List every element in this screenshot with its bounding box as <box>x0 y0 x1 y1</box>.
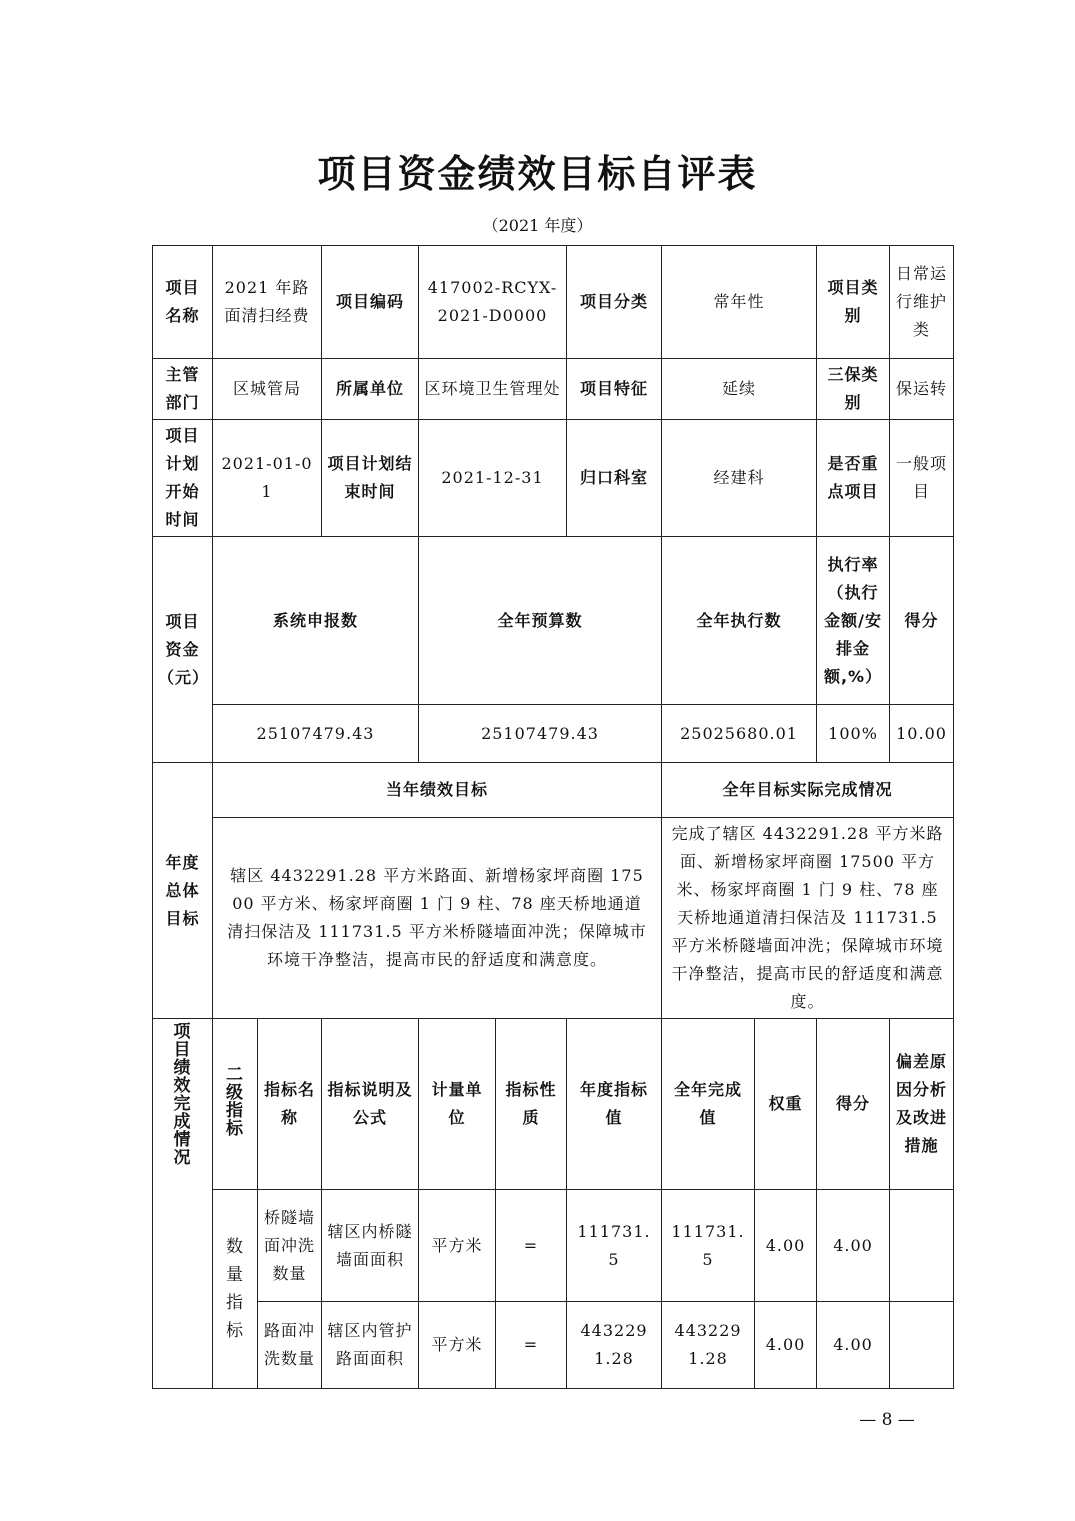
page-number: — 8 — <box>859 1410 915 1430</box>
indicator-annual: 4432291.28 <box>567 1302 662 1389</box>
start-time-label: 项目计划开始时间 <box>153 420 213 537</box>
document-year: （2021 年度） <box>482 216 593 235</box>
end-time-label: 项目计划结束时间 <box>322 420 419 537</box>
executed-value: 25025680.01 <box>662 705 817 763</box>
unit-header: 计量单位 <box>419 1019 496 1190</box>
funds-label: 项目资金（元） <box>153 537 213 763</box>
deviation-header: 偏差原因分析及改进措施 <box>890 1019 954 1190</box>
declared-value: 25107479.43 <box>213 705 419 763</box>
annual-goal-label: 年度总体目标 <box>153 763 213 1019</box>
desc-header: 指标说明及公式 <box>322 1019 419 1190</box>
indicator-name: 桥隧墙面冲洗数量 <box>258 1190 322 1302</box>
table-row <box>153 1190 954 1302</box>
project-class-label: 项目分类 <box>567 246 662 359</box>
self-evaluation-table <box>152 245 954 1389</box>
project-class-value: 常年性 <box>662 246 817 359</box>
start-time-value: 2021-01-01 <box>213 420 322 537</box>
indicator-desc: 辖区内管护路面面积 <box>322 1302 419 1389</box>
dept-value: 区城管局 <box>213 359 322 420</box>
complete-header: 全年完成值 <box>662 1019 755 1190</box>
office-label: 归口科室 <box>567 420 662 537</box>
feature-label: 项目特征 <box>567 359 662 420</box>
indicator-deviation <box>890 1302 954 1389</box>
funds-score-label: 得分 <box>890 537 954 705</box>
executed-label: 全年执行数 <box>662 537 817 705</box>
indicator-name: 路面冲洗数量 <box>258 1302 322 1389</box>
exec-rate-value: 100% <box>817 705 890 763</box>
performance-label-text: 项目绩效完成情况 <box>173 1022 192 1168</box>
nature-header: 指标性质 <box>496 1019 567 1190</box>
weight-header: 权重 <box>755 1019 817 1190</box>
end-time-value: 2021-12-31 <box>419 420 567 537</box>
dept-label: 主管部门 <box>153 359 213 420</box>
feature-value: 延续 <box>662 359 817 420</box>
project-name-value: 2021 年路面清扫经费 <box>213 246 322 359</box>
target-label: 当年绩效目标 <box>213 763 662 818</box>
indicator-desc: 辖区内桥隧墙面面积 <box>322 1190 419 1302</box>
budget-value: 25107479.43 <box>419 705 662 763</box>
budget-label: 全年预算数 <box>419 537 662 705</box>
key-project-label: 是否重点项目 <box>817 420 890 537</box>
office-value: 经建科 <box>662 420 817 537</box>
funds-score-value: 10.00 <box>890 705 954 763</box>
actual-label: 全年目标实际完成情况 <box>662 763 954 818</box>
sanbao-label: 三保类别 <box>817 359 890 420</box>
indicator-complete: 4432291.28 <box>662 1302 755 1389</box>
target-text: 辖区 4432291.28 平方米路面、新增杨家坪商圈 17500 平方米、杨家坪商圈 1 门 9 柱、78 座天桥地通道清扫保洁及 111731.5 平方米桥隧墙面冲洗；保障城市环境干净整洁，提高市民的舒适度和满意度。 <box>213 818 662 1019</box>
project-type-value: 日常运行维护类 <box>890 246 954 359</box>
name-header: 指标名称 <box>258 1019 322 1190</box>
indicator-weight: 4.00 <box>755 1302 817 1389</box>
key-project-value: 一般项目 <box>890 420 954 537</box>
unit-label: 所属单位 <box>322 359 419 420</box>
score-header: 得分 <box>817 1019 890 1190</box>
declared-label: 系统申报数 <box>213 537 419 705</box>
indicator-nature: = <box>496 1190 567 1302</box>
indicator-unit: 平方米 <box>419 1190 496 1302</box>
indicator-unit: 平方米 <box>419 1302 496 1389</box>
performance-label <box>153 1019 213 1389</box>
indicator-score: 4.00 <box>817 1302 890 1389</box>
exec-rate-label: 执行率（执行金额/安排金额,%） <box>817 537 890 705</box>
indicator-deviation <box>890 1190 954 1302</box>
indicator-complete: 111731.5 <box>662 1190 755 1302</box>
annual-header: 年度指标值 <box>567 1019 662 1190</box>
unit-value: 区环境卫生管理处 <box>419 359 567 420</box>
indicator-nature: = <box>496 1302 567 1389</box>
project-type-label: 项目类别 <box>817 246 890 359</box>
project-name-label: 项目名称 <box>153 246 213 359</box>
sanbao-value: 保运转 <box>890 359 954 420</box>
actual-text: 完成了辖区 4432291.28 平方米路面、新增杨家坪商圈 17500 平方米、杨家坪商圈 1 门 9 柱、78 座天桥地通道清扫保洁及 111731.5 平方米桥隧墙面冲洗；保障城市环境干净整洁，提高市民的舒适度和满意度。 <box>662 818 954 1019</box>
document-title: 项目资金绩效目标自评表 <box>317 152 758 196</box>
project-code-value: 417002-RCYX-2021-D0000 <box>419 246 567 359</box>
indicator-annual: 111731.5 <box>567 1190 662 1302</box>
level2-header <box>213 1019 258 1190</box>
quantity-indicator-text: 数量指标 <box>226 1237 244 1341</box>
indicator-score: 4.00 <box>817 1190 890 1302</box>
quantity-indicator-cell <box>213 1190 258 1389</box>
indicator-weight: 4.00 <box>755 1190 817 1302</box>
table-row <box>153 1302 954 1389</box>
level2-header-text: 二级指标 <box>226 1064 244 1139</box>
project-code-label: 项目编码 <box>322 246 419 359</box>
